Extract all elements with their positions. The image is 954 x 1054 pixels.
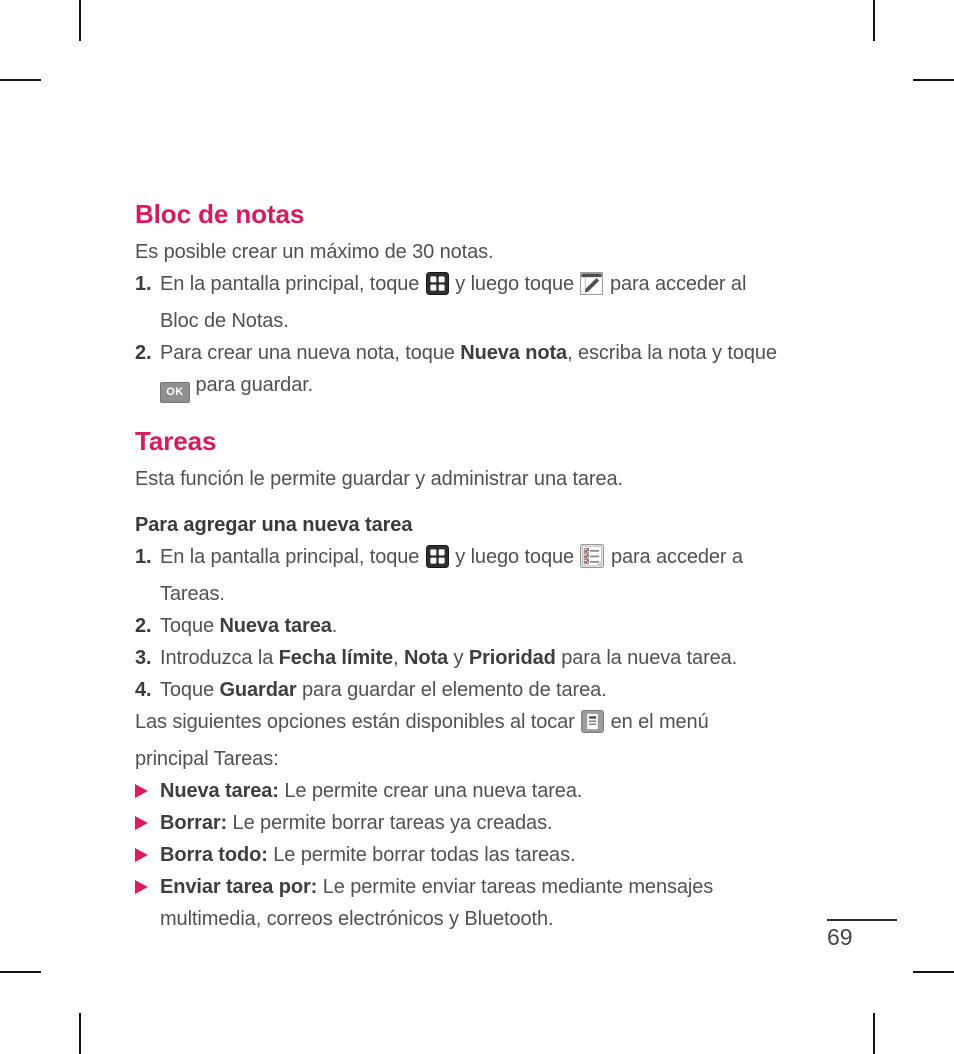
page-content: [135, 198, 829, 935]
step-number: 4.: [135, 679, 152, 701]
apps-launcher-icon: [426, 272, 449, 305]
step-text: Introduzca la Fecha límite, Nota y Prioridad para la nueva tarea.: [160, 647, 738, 669]
bullet-borra-todo: [135, 839, 829, 871]
page-number: 69: [827, 919, 897, 950]
tasks-checklist-icon: [580, 544, 604, 578]
step-number: 2.: [135, 342, 152, 364]
step-text: Para crear una nueva nota, toque Nueva nota, escriba la nota y toque OK para guardar.: [160, 337, 829, 403]
crop-mark-bottom-right-horizontal: [913, 971, 954, 973]
crop-mark-bottom-left-vertical: [79, 1013, 81, 1054]
step-text: Toque Guardar para guardar el elemento de tarea.: [160, 679, 607, 701]
tasks-step-4: [135, 674, 829, 706]
tasks-intro-text: Esta función le permite guardar y administrar una tarea.: [135, 468, 623, 490]
notes-step-1: [135, 268, 829, 337]
tasks-step-3: [135, 642, 829, 674]
bullet-arrow-icon: [135, 871, 160, 935]
section-title-tareas: Tareas: [135, 426, 217, 456]
menu-options-icon: [581, 710, 604, 743]
crop-mark-top-right-vertical: [873, 0, 875, 41]
bullet-text: Nueva tarea: Le permite crear una nueva tarea.: [160, 780, 583, 802]
notes-intro-text: Es posible crear un máximo de 30 notas.: [135, 241, 494, 263]
step-number: 2.: [135, 615, 152, 637]
ok-button-icon: OK: [160, 382, 190, 403]
bullet-text: Enviar tarea por: Le permite enviar tareas mediante mensajes multimedia, correos electrónicos y Bluetooth.: [160, 876, 714, 930]
step-number: 3.: [135, 647, 152, 669]
bullet-nueva-tarea: [135, 775, 829, 807]
bullet-enviar-tarea-por: [135, 871, 829, 935]
step-text: En la pantalla principal, toque y luego toque para acceder a Tareas.: [160, 546, 743, 605]
bullet-text: Borra todo: Le permite borrar todas las tareas.: [160, 844, 576, 866]
crop-mark-top-right-horizontal: [913, 79, 954, 81]
bullet-borrar: [135, 807, 829, 839]
step-text: En la pantalla principal, toque y luego toque para acceder al Bloc de Notas.: [160, 273, 747, 332]
crop-mark-bottom-left-horizontal: [0, 971, 41, 973]
tasks-step-1: [135, 541, 829, 610]
section-title-bloc-de-notas: Bloc de notas: [135, 199, 305, 229]
bullet-arrow-icon: [135, 775, 160, 807]
step-text: Toque Nueva tarea.: [160, 615, 338, 637]
bullet-arrow-icon: [135, 807, 160, 839]
step-number: 1.: [135, 546, 152, 568]
tasks-options-intro: Las siguientes opciones están disponibles al tocar en el menú principal Tareas:: [135, 711, 709, 770]
notepad-pencil-icon: [580, 272, 603, 305]
step-number: 1.: [135, 273, 152, 295]
tasks-subheading: Para agregar una nueva tarea: [135, 514, 413, 536]
tasks-step-2: [135, 610, 829, 642]
apps-launcher-icon: [426, 545, 449, 578]
crop-mark-top-left-vertical: [79, 0, 81, 41]
bullet-arrow-icon: [135, 839, 160, 871]
crop-mark-bottom-right-vertical: [873, 1013, 875, 1054]
notes-step-2: [135, 337, 829, 403]
crop-mark-top-left-horizontal: [0, 79, 41, 81]
bullet-text: Borrar: Le permite borrar tareas ya creadas.: [160, 812, 553, 834]
